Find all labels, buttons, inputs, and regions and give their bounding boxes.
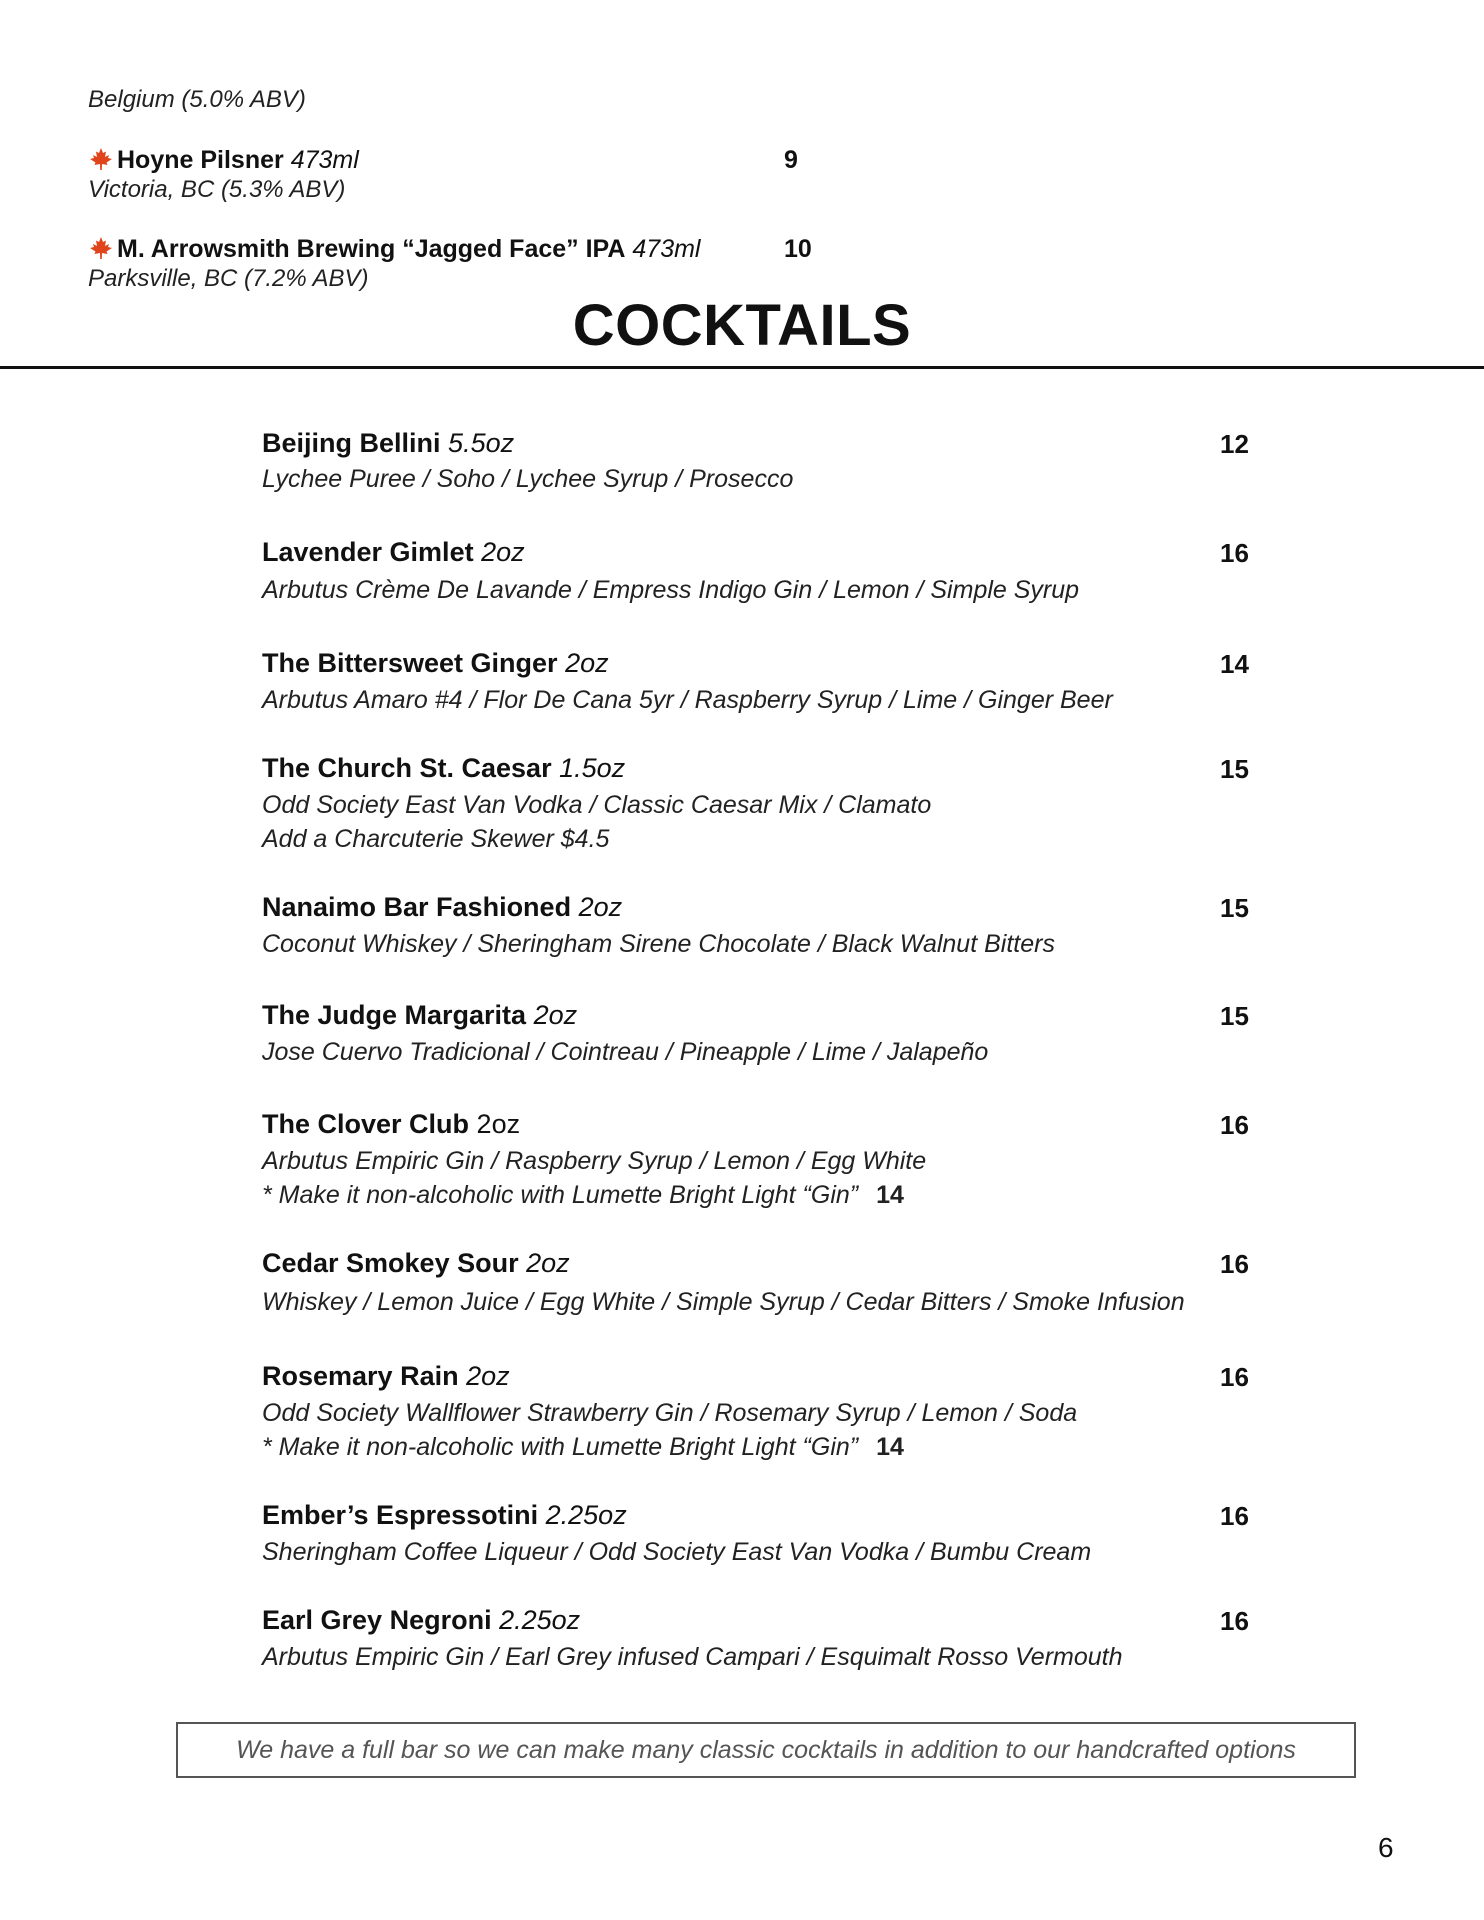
beer-name: Hoyne Pilsner bbox=[117, 146, 284, 174]
beer-size: 473ml bbox=[632, 235, 701, 263]
cocktail-price: 16 bbox=[1220, 1606, 1249, 1636]
cocktail-ingredients: Coconut Whiskey / Sheringham Sirene Chocolate / Black Walnut Bitters bbox=[262, 930, 1055, 958]
cocktail-size: 5.5oz bbox=[448, 428, 515, 458]
nonalcoholic-text: * Make it non-alcoholic with Lumette Bright Light “Gin” bbox=[262, 1181, 859, 1209]
cocktail-price: 16 bbox=[1220, 1362, 1249, 1392]
cocktail-title bbox=[262, 892, 622, 923]
cocktail-size: 2oz bbox=[533, 1000, 578, 1030]
cocktail-name: Lavender Gimlet bbox=[262, 537, 474, 567]
cocktail-title bbox=[262, 1500, 627, 1531]
cocktail-size: 2.25oz bbox=[499, 1605, 581, 1635]
cocktail-title bbox=[262, 1000, 577, 1031]
cocktail-size: 2oz bbox=[578, 892, 623, 922]
section-divider bbox=[0, 366, 1484, 369]
cocktail-size: 2oz bbox=[466, 1361, 510, 1391]
cocktail-ingredients: Odd Society Wallflower Strawberry Gin / Rosemary Syrup / Lemon / Soda bbox=[262, 1399, 1078, 1427]
page-number: 6 bbox=[1378, 1832, 1394, 1863]
cocktail-price: 16 bbox=[1220, 1249, 1249, 1279]
cocktail-name: The Church St. Caesar bbox=[262, 753, 552, 783]
cocktail-name: Earl Grey Negroni bbox=[262, 1605, 492, 1635]
cocktail-name: The Clover Club bbox=[262, 1109, 470, 1139]
cocktail-price: 15 bbox=[1220, 754, 1249, 784]
cocktail-price: 15 bbox=[1220, 1001, 1249, 1031]
cocktail-ingredients: Sheringham Coffee Liqueur / Odd Society East Van Vodka / Bumbu Cream bbox=[262, 1538, 1092, 1566]
beer-price: 10 bbox=[784, 235, 812, 263]
cocktail-size: 2.25oz bbox=[545, 1500, 627, 1530]
cocktail-name: Beijing Bellini bbox=[262, 428, 441, 458]
maple-leaf-icon bbox=[88, 147, 114, 171]
cocktail-ingredients: Arbutus Amaro #4 / Flor De Cana 5yr / Raspberry Syrup / Lime / Ginger Beer bbox=[262, 686, 1113, 714]
nonalcoholic-text: * Make it non-alcoholic with Lumette Bright Light “Gin” bbox=[262, 1433, 859, 1461]
cocktail-size: 2oz bbox=[481, 537, 525, 567]
cocktail-ingredients: Arbutus Empiric Gin / Earl Grey infused Campari / Esquimalt Rosso Vermouth bbox=[262, 1643, 1123, 1671]
cocktail-ingredients: Arbutus Crème De Lavande / Empress Indigo Gin / Lemon / Simple Syrup bbox=[262, 576, 1080, 604]
cocktail-title bbox=[262, 648, 609, 679]
beer-origin-previous: Belgium (5.0% ABV) bbox=[88, 86, 306, 113]
cocktail-size: 1.5oz bbox=[559, 753, 626, 783]
cocktail-name: Ember’s Espressotini bbox=[262, 1500, 539, 1530]
cocktail-price: 15 bbox=[1220, 893, 1249, 923]
cocktail-title bbox=[262, 428, 514, 459]
cocktail-nonalcoholic-option bbox=[262, 1181, 904, 1210]
cocktail-price: 16 bbox=[1220, 1501, 1249, 1531]
beer-origin: Parksville, BC (7.2% ABV) bbox=[88, 265, 369, 292]
full-bar-note-text: We have a full bar so we can make many classic cocktails in addition to our handcrafted options bbox=[236, 1735, 1296, 1764]
cocktail-price: 16 bbox=[1220, 538, 1249, 568]
nonalcoholic-price: 14 bbox=[876, 1433, 904, 1461]
cocktail-name: Cedar Smokey Sour bbox=[262, 1248, 519, 1278]
beer-price: 9 bbox=[784, 146, 798, 174]
cocktail-addon: Add a Charcuterie Skewer $4.5 bbox=[262, 825, 610, 853]
beer-item-arrowsmith bbox=[88, 235, 700, 264]
cocktail-title bbox=[262, 1361, 510, 1392]
cocktail-ingredients: Odd Society East Van Vodka / Classic Caesar Mix / Clamato bbox=[262, 791, 932, 819]
cocktail-size: 2oz bbox=[565, 648, 609, 678]
cocktail-size: 2oz bbox=[526, 1248, 570, 1278]
cocktail-name: Rosemary Rain bbox=[262, 1361, 459, 1391]
cocktail-price: 14 bbox=[1220, 649, 1249, 679]
cocktail-ingredients: Lychee Puree / Soho / Lychee Syrup / Prosecco bbox=[262, 465, 794, 493]
beer-size: 473ml bbox=[290, 146, 359, 174]
cocktail-title bbox=[262, 753, 625, 784]
cocktail-nonalcoholic-option bbox=[262, 1433, 904, 1462]
cocktail-ingredients: Jose Cuervo Tradicional / Cointreau / Pineapple / Lime / Jalapeño bbox=[262, 1038, 989, 1066]
cocktail-size: 2oz bbox=[476, 1109, 521, 1139]
cocktail-name: Nanaimo Bar Fashioned bbox=[262, 892, 572, 922]
cocktail-name: The Bittersweet Ginger bbox=[262, 648, 558, 678]
cocktail-title bbox=[262, 537, 525, 568]
beer-name: M. Arrowsmith Brewing “Jagged Face” IPA bbox=[117, 235, 626, 263]
beer-item-hoyne bbox=[88, 146, 359, 175]
maple-leaf-icon bbox=[88, 236, 114, 260]
cocktail-ingredients: Whiskey / Lemon Juice / Egg White / Simple Syrup / Cedar Bitters / Smoke Infusion bbox=[262, 1288, 1185, 1316]
cocktail-title bbox=[262, 1605, 580, 1636]
full-bar-note bbox=[176, 1722, 1356, 1778]
cocktail-price: 16 bbox=[1220, 1110, 1249, 1140]
cocktail-ingredients: Arbutus Empiric Gin / Raspberry Syrup / Lemon / Egg White bbox=[262, 1147, 927, 1175]
section-heading: COCKTAILS bbox=[572, 293, 912, 358]
beer-origin: Victoria, BC (5.3% ABV) bbox=[88, 176, 346, 203]
cocktail-name: The Judge Margarita bbox=[262, 1000, 527, 1030]
nonalcoholic-price: 14 bbox=[876, 1181, 904, 1209]
cocktail-price: 12 bbox=[1220, 429, 1249, 459]
cocktail-title bbox=[262, 1248, 570, 1279]
cocktail-title bbox=[262, 1109, 520, 1140]
